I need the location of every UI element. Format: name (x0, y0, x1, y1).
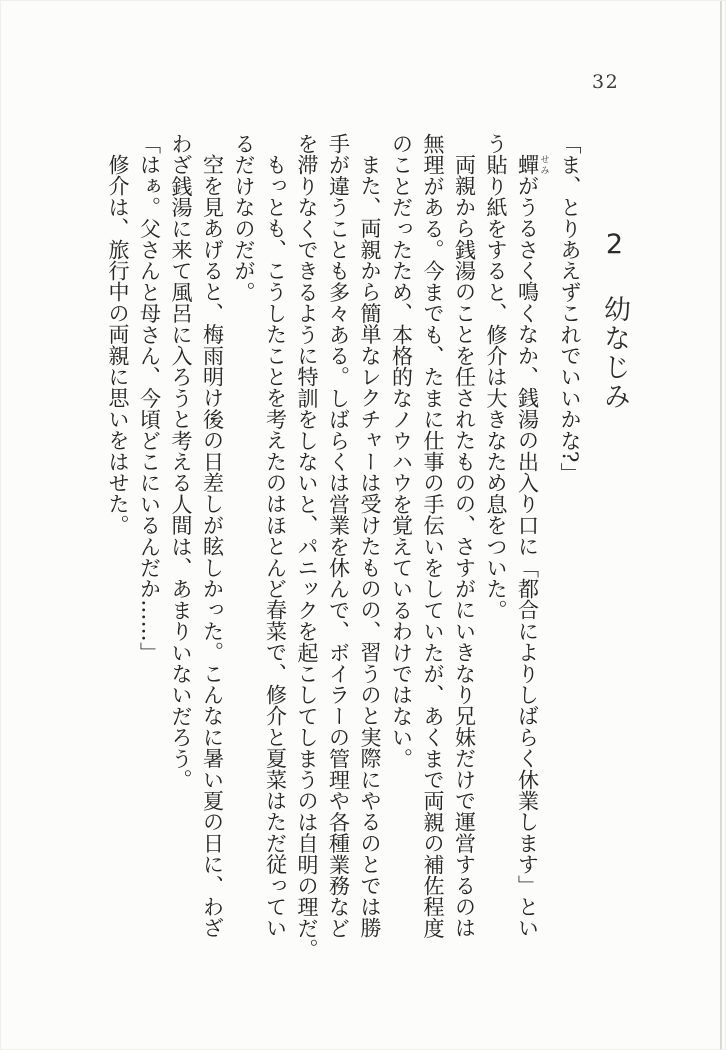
text-column: 蟬 せみがうるさく鳴くなか、銭湯の出入り口に「都合によりしばらく休業します」とい (515, 154, 549, 939)
text-column: 「ま、とりあえずこれでいいかな?」 (558, 133, 582, 484)
text-column: 空を見あげると、梅雨明け後の日差しが眩しかった。こんなに暑い夏の日に、わざ (200, 154, 225, 939)
text-block (106, 133, 582, 960)
text-column: う貼り紙をすると、修介は大きなため息をついた。 (484, 133, 508, 621)
text-column: また、両親から簡単なレクチャーは受けたものの、習うのと実際にやるのとでは勝 (358, 154, 382, 939)
page-edge-line (720, 1, 722, 1049)
furigana: せみ (538, 154, 549, 176)
chapter-title: 2 幼なじみ (599, 229, 630, 411)
ruby-annotated-text: 蟬 せみ (515, 154, 549, 176)
text-column: 両親から銭湯のことを任されたものの、さすがにいきなり兄妹だけで運営するのは (452, 154, 477, 939)
text-column: 「はぁ。父さんと母さん、今頃どこにいるんだか……」 (137, 133, 162, 663)
text-column: わざ銭湯に来て風呂に入ろうと考える人間は、あまりいないだろう。 (169, 133, 193, 791)
text-column: を滞りなくできるように特訓をしないと、パニックを起こしてしまうのは自明の理だ。 (295, 133, 319, 960)
text-column: 無理がある。今までも、たまに仕事の手伝いをしていたが、あくまで両親の補佐程度 (421, 133, 445, 939)
text-column: 修介は、旅行中の両親に思いをはせた。 (106, 154, 130, 536)
text-column: るだけなのだが。 (232, 133, 256, 303)
text-column: もっとも、こうしたことを考えたのはほとんど春菜で、修介と夏菜はただ従ってい (263, 154, 288, 939)
page-number: 32 (592, 71, 620, 93)
text-column: 手が違うことも多々ある。しばらくは営業を休んで、ボイラーの管理や各種業務など (326, 133, 351, 939)
text-column: のことだったため、本格的なノウハウを覚えているわけではない。 (389, 133, 414, 769)
